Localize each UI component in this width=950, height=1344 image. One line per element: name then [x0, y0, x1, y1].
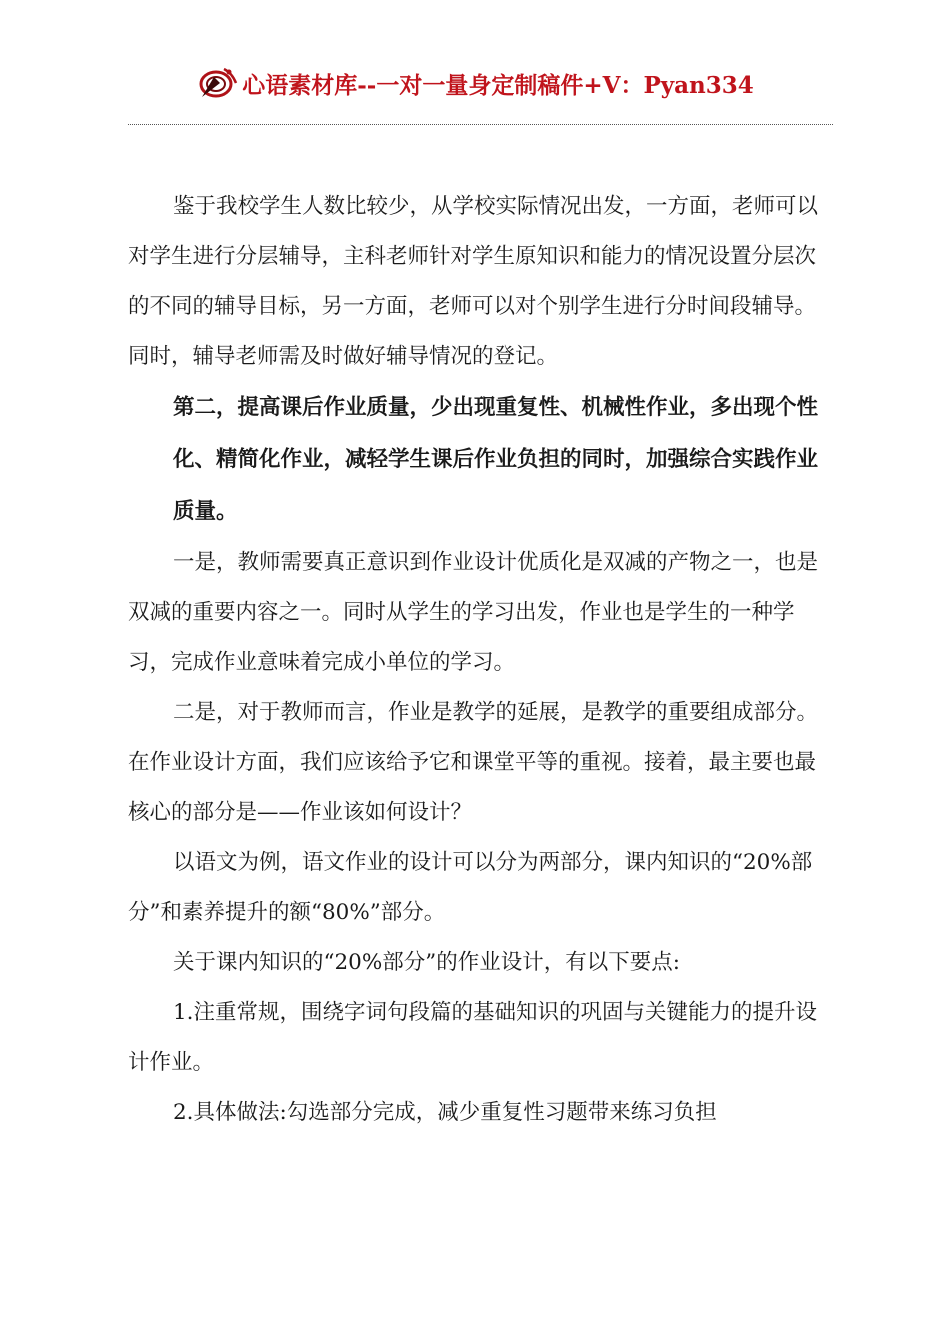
header-divider — [128, 124, 833, 125]
document-body — [128, 182, 833, 1138]
page-header — [0, 60, 950, 106]
paragraph-4: 二是，对于教师而言，作业是教学的延展，是教学的重要组成部分。在作业设计方面，我们应该给予它和课堂平等的重视。接着，最主要也最核心的部分是——作业该如何设计？ — [128, 700, 819, 825]
paragraph-6: 关于课内知识的“20%部分”的作业设计，有以下要点: — [173, 950, 681, 975]
paragraph-3: 一是，教师需要真正意识到作业设计优质化是双减的产物之一，也是双减的重要内容之一。同时从学生的学习出发，作业也是学生的一种学习，完成作业意味着完成小单位的学习。 — [128, 550, 819, 675]
logo-icon — [196, 63, 240, 103]
header-title: 心语素材库--一对一量身定制稿件+V：Pyan334 — [242, 71, 754, 99]
header-inner — [196, 63, 754, 103]
paragraph-8: 2.具体做法:勾选部分完成，减少重复性习题带来练习负担 — [173, 1100, 717, 1125]
paragraph-1: 鉴于我校学生人数比较少，从学校实际情况出发，一方面，老师可以对学生进行分层辅导，主科老师针对学生原知识和能力的情况设置分层次的不同的辅导目标，另一方面，老师可以对个别学生进行分时间段辅导。同时，辅导老师需及时做好辅导情况的登记。 — [128, 194, 819, 369]
paragraph-5: 以语文为例，语文作业的设计可以分为两部分，课内知识的“20%部分”和素养提升的额“80%”部分。 — [128, 850, 813, 925]
paragraph-7: 1.注重常规，围绕字词句段篇的基础知识的巩固与关键能力的提升设计作业。 — [128, 1000, 818, 1075]
paragraph-2-heading: 第二，提高课后作业质量，少出现重复性、机械性作业，多出现个性化、精简化作业，减轻学生课后作业负担的同时，加强综合实践作业质量。 — [173, 395, 819, 524]
